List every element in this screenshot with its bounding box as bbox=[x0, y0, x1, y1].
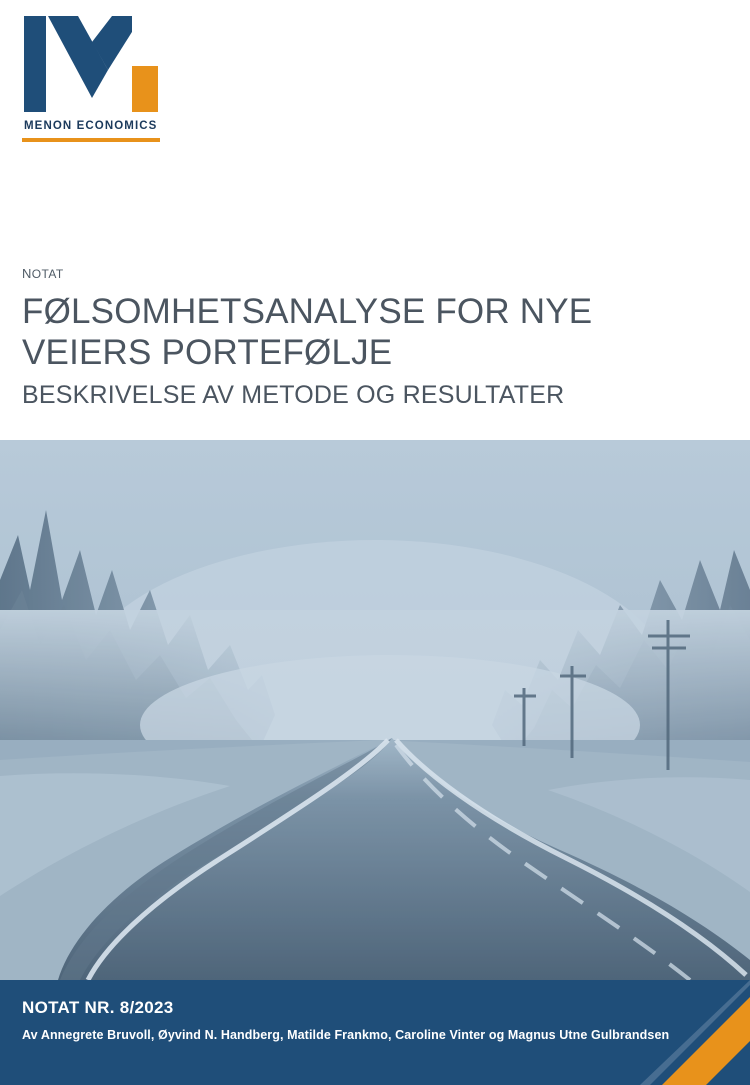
report-number: NOTAT NR. 8/2023 bbox=[22, 998, 174, 1017]
page-title: FØLSOMHETSANALYSE FOR NYE VEIERS PORTEFØLJE bbox=[22, 292, 593, 372]
brand-logo bbox=[22, 14, 162, 142]
footer-corner-decoration bbox=[610, 980, 750, 1085]
footer-text-block bbox=[22, 998, 669, 1042]
page-subtitle: BESKRIVELSE AV METODE OG RESULTATER bbox=[22, 381, 565, 410]
footer-band bbox=[0, 980, 750, 1085]
logo-underline bbox=[22, 138, 160, 142]
cover-title-block bbox=[22, 262, 722, 410]
logo-wordmark: MENON ECONOMICS bbox=[24, 120, 158, 132]
document-kicker: notat bbox=[22, 262, 64, 283]
cover-photo bbox=[0, 440, 750, 980]
report-authors: Av Annegrete Bruvoll, Øyvind N. Handberg, Matilde Frankmo, Caroline Vinter og Magnus Utne Gulbrandsen bbox=[22, 1028, 670, 1042]
menon-m-logo-icon bbox=[22, 14, 160, 114]
